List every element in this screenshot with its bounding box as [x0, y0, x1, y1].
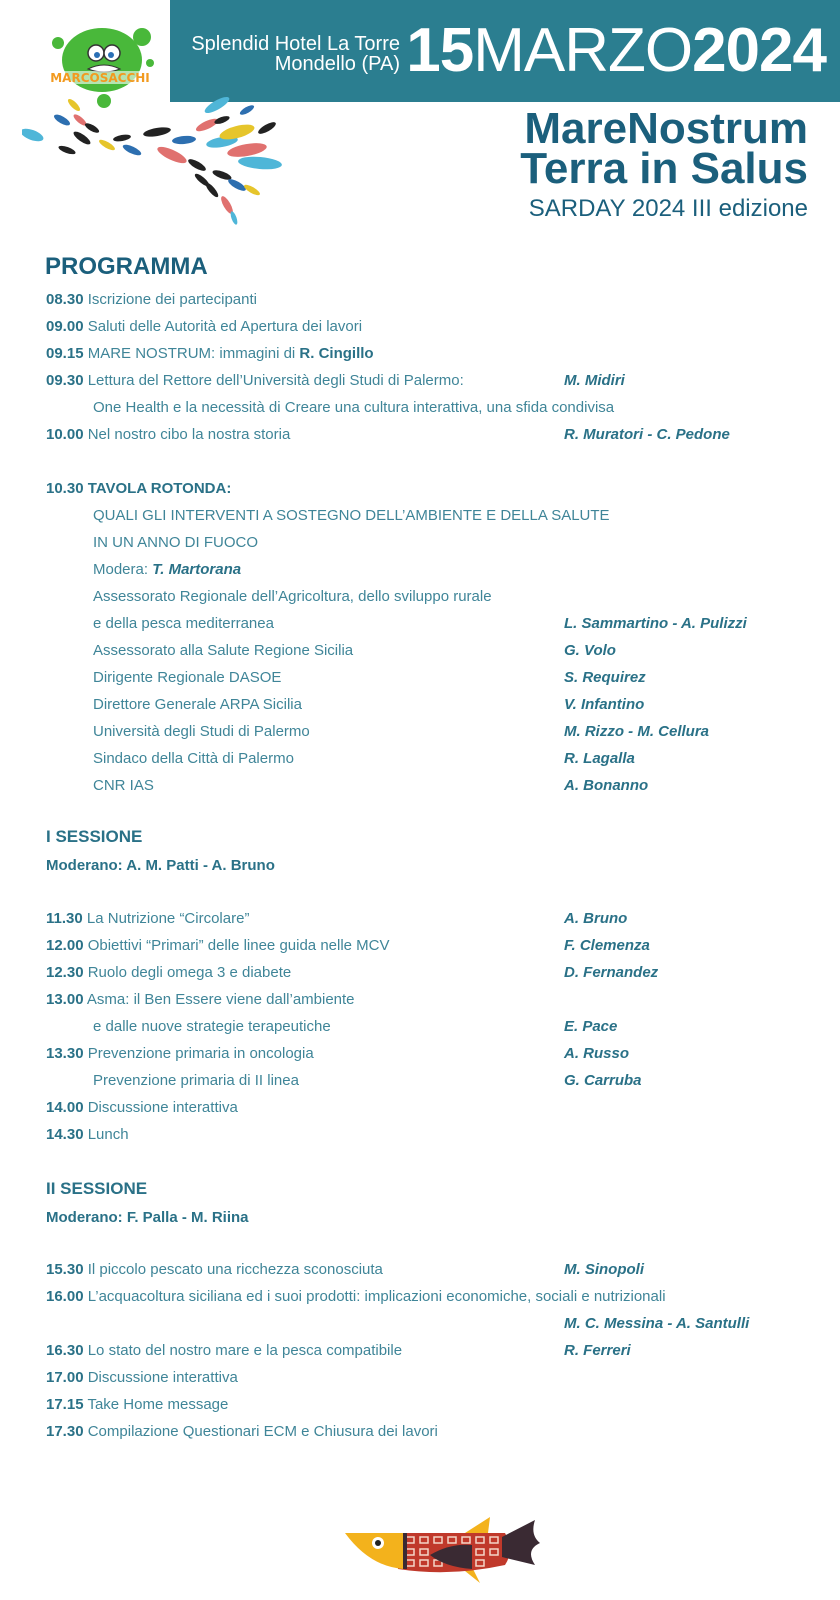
venue — [175, 34, 400, 74]
program-item: 08.30 Iscrizione dei partecipanti — [46, 291, 257, 308]
program-item-continuation: e dalle nuove strategie terapeutiche — [93, 1018, 331, 1035]
program-item-continuation: One Health e la necessità di Creare una cultura interattiva, una sfida condivisa — [93, 399, 615, 416]
session-title: II SESSIONE — [46, 1179, 148, 1198]
speaker: A. Russo — [564, 1045, 630, 1062]
speaker: G. Carruba — [564, 1072, 642, 1089]
speaker: D. Fernandez — [564, 964, 659, 981]
panel-item: Direttore Generale ARPA Sicilia — [93, 696, 302, 713]
program-item: 13.30 Prevenzione primaria in oncologia — [46, 1045, 314, 1062]
speaker: M. Sinopoli — [564, 1261, 644, 1278]
program-item: 17.00 Discussione interattiva — [46, 1369, 238, 1386]
program-item: 16.00 L’acquacoltura siciliana ed i suoi prodotti: implicazioni economiche, sociali e nutrizionali — [46, 1288, 666, 1305]
program-item: 12.30 Ruolo degli omega 3 e diabete — [46, 964, 292, 981]
speaker: E. Pace — [564, 1018, 618, 1035]
program-heading: PROGRAMMA — [45, 253, 208, 280]
round-table-topic-line2: IN UN ANNO DI FUOCO — [93, 534, 259, 551]
date-year: 2024 — [692, 16, 826, 85]
program-item: 12.00 Obiettivi “Primari” delle linee guida nelle MCV — [46, 937, 390, 954]
panel-item: e della pesca mediterranea — [93, 615, 274, 632]
fish-illustration — [330, 1505, 540, 1590]
event-title-line2: Terra in Salus — [520, 144, 808, 193]
program-item: 10.00 Nel nostro cibo la nostra storia — [46, 426, 291, 443]
round-table-topic: QUALI GLI INTERVENTI A SOSTEGNO DELL’AMBIENTE E DELLA SALUTE — [93, 507, 610, 524]
panel-item: CNR IAS — [93, 777, 154, 794]
program-item: 09.30 Lettura del Rettore dell’Università degli Studi di Palermo: — [46, 372, 464, 389]
speaker: F. Clemenza — [564, 937, 650, 954]
logo-text: MARCOSACCHI — [50, 71, 150, 85]
program-item: 09.15 MARE NOSTRUM: immagini di R. Cingillo — [46, 345, 374, 362]
speaker: R. Ferreri — [564, 1342, 631, 1359]
program-item: 17.30 Compilazione Questionari ECM e Chiusura dei lavori — [46, 1423, 438, 1440]
date-month: MARZO — [473, 16, 693, 85]
session-title: I SESSIONE — [46, 827, 143, 846]
program-item: 11.30 La Nutrizione “Circolare” — [46, 910, 250, 927]
panel-item: Dirigente Regionale DASOE — [93, 669, 282, 686]
panel-item: Sindaco della Città di Palermo — [93, 750, 294, 767]
panel-item: Assessorato alla Salute Regione Sicilia — [93, 642, 354, 659]
session-moderators: Moderano: F. Palla - M. Riina — [46, 1209, 249, 1226]
event-date — [406, 16, 826, 86]
program-item: 17.15 Take Home message — [46, 1396, 229, 1413]
speaker: G. Volo — [564, 642, 616, 659]
speaker: M. Midiri — [564, 372, 625, 389]
panel-item: Università degli Studi di Palermo — [93, 723, 310, 740]
program-item: 16.30 Lo stato del nostro mare e la pesca compatibile — [46, 1342, 403, 1359]
event-subtitle: SARDAY 2024 III edizione — [528, 195, 808, 222]
session-moderators: Moderano: A. M. Patti - A. Bruno — [46, 857, 275, 874]
fish-school-decoration — [22, 90, 282, 225]
speaker: R. Muratori - C. Pedone — [564, 426, 730, 443]
round-table-moderator: Modera: T. Martorana — [93, 561, 242, 578]
fish-icon — [345, 1517, 540, 1583]
speaker: A. Bonanno — [564, 777, 649, 794]
speaker: M. C. Messina - A. Santulli — [564, 1315, 750, 1332]
program-item: 09.00 Saluti delle Autorità ed Apertura dei lavori — [46, 318, 363, 335]
round-table-heading: 10.30 TAVOLA ROTONDA: — [46, 480, 232, 497]
event-title: MareNostrum — [524, 104, 808, 153]
speaker: S. Requirez — [564, 669, 646, 686]
program-item: 14.00 Discussione interattiva — [46, 1099, 238, 1116]
speaker: V. Infantino — [564, 696, 645, 713]
venue-location: Mondello (PA) — [274, 53, 400, 75]
venue-name: Splendid Hotel La Torre — [191, 33, 400, 55]
speaker: L. Sammartino - A. Pulizzi — [564, 615, 747, 632]
program-item: 14.30 Lunch — [46, 1126, 129, 1143]
fish-school-icon — [22, 94, 282, 225]
program-item: 13.00 Asma: il Ben Essere viene dall’ambiente — [46, 991, 355, 1008]
speaker: A. Bruno — [564, 910, 628, 927]
date-day: 15 — [406, 16, 474, 85]
panel-item: Assessorato Regionale dell’Agricoltura, dello sviluppo rurale — [93, 588, 492, 605]
program-item: 15.30 Il piccolo pescato una ricchezza sconosciuta — [46, 1261, 383, 1278]
speaker: R. Lagalla — [564, 750, 635, 767]
speaker: M. Rizzo - M. Cellura — [564, 723, 710, 740]
program-item-continuation: Prevenzione primaria di II linea — [93, 1072, 299, 1089]
